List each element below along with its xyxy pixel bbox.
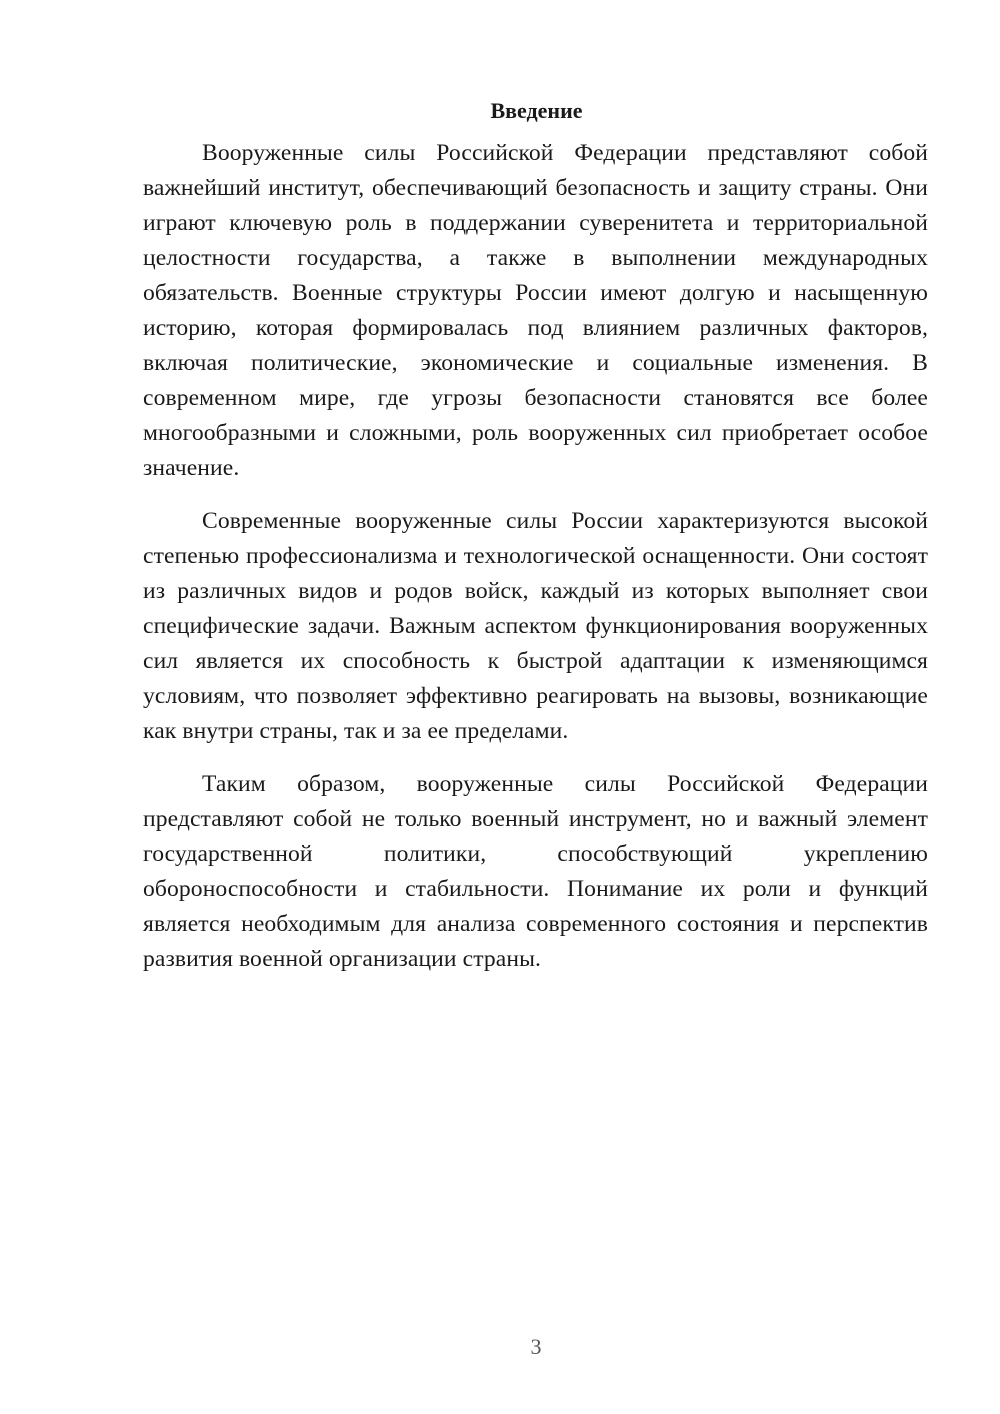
page-number: 3 bbox=[530, 1334, 542, 1359]
paragraph-1: Вооруженные силы Российской Федерации представляют собой важнейший институт, обеспечивающий безопасность и защиту страны. Они играют ключевую роль в поддержании суверенитета и территориальной целостности государства, а также в выполнении международных обязательств. Военные структуры России имеют долгую и насыщенную историю, которая формировалась под влиянием различных факторов, включая политические, экономические и социальные изменения. В современном мире, где угрозы безопасности становятся все более многообразными и сложными, роль вооруженных сил приобретает особое значение. bbox=[143, 140, 928, 481]
paragraph-2: Современные вооруженные силы России характеризуются высокой степенью профессионализма и технологической оснащенности. Они состоят из различных видов и родов войск, каждый из которых выполняет свои специфические задачи. Важным аспектом функционирования вооруженных сил является их способность к быстрой адаптации к изменяющимся условиям, что позволяет эффективно реагировать на вызовы, возникающие как внутри страны, так и за ее пределами. bbox=[143, 508, 928, 744]
paragraph-3: Таким образом, вооруженные силы Российской Федерации представляют собой не только военный инструмент, но и важный элемент государственной политики, способствующий укреплению обороноспособности и стабильности. Понимание их роли и функций является необходимым для анализа современного состояния и перспектив развития военной организации страны. bbox=[143, 771, 928, 972]
section-heading: Введение bbox=[490, 98, 583, 123]
page-content bbox=[143, 96, 928, 995]
